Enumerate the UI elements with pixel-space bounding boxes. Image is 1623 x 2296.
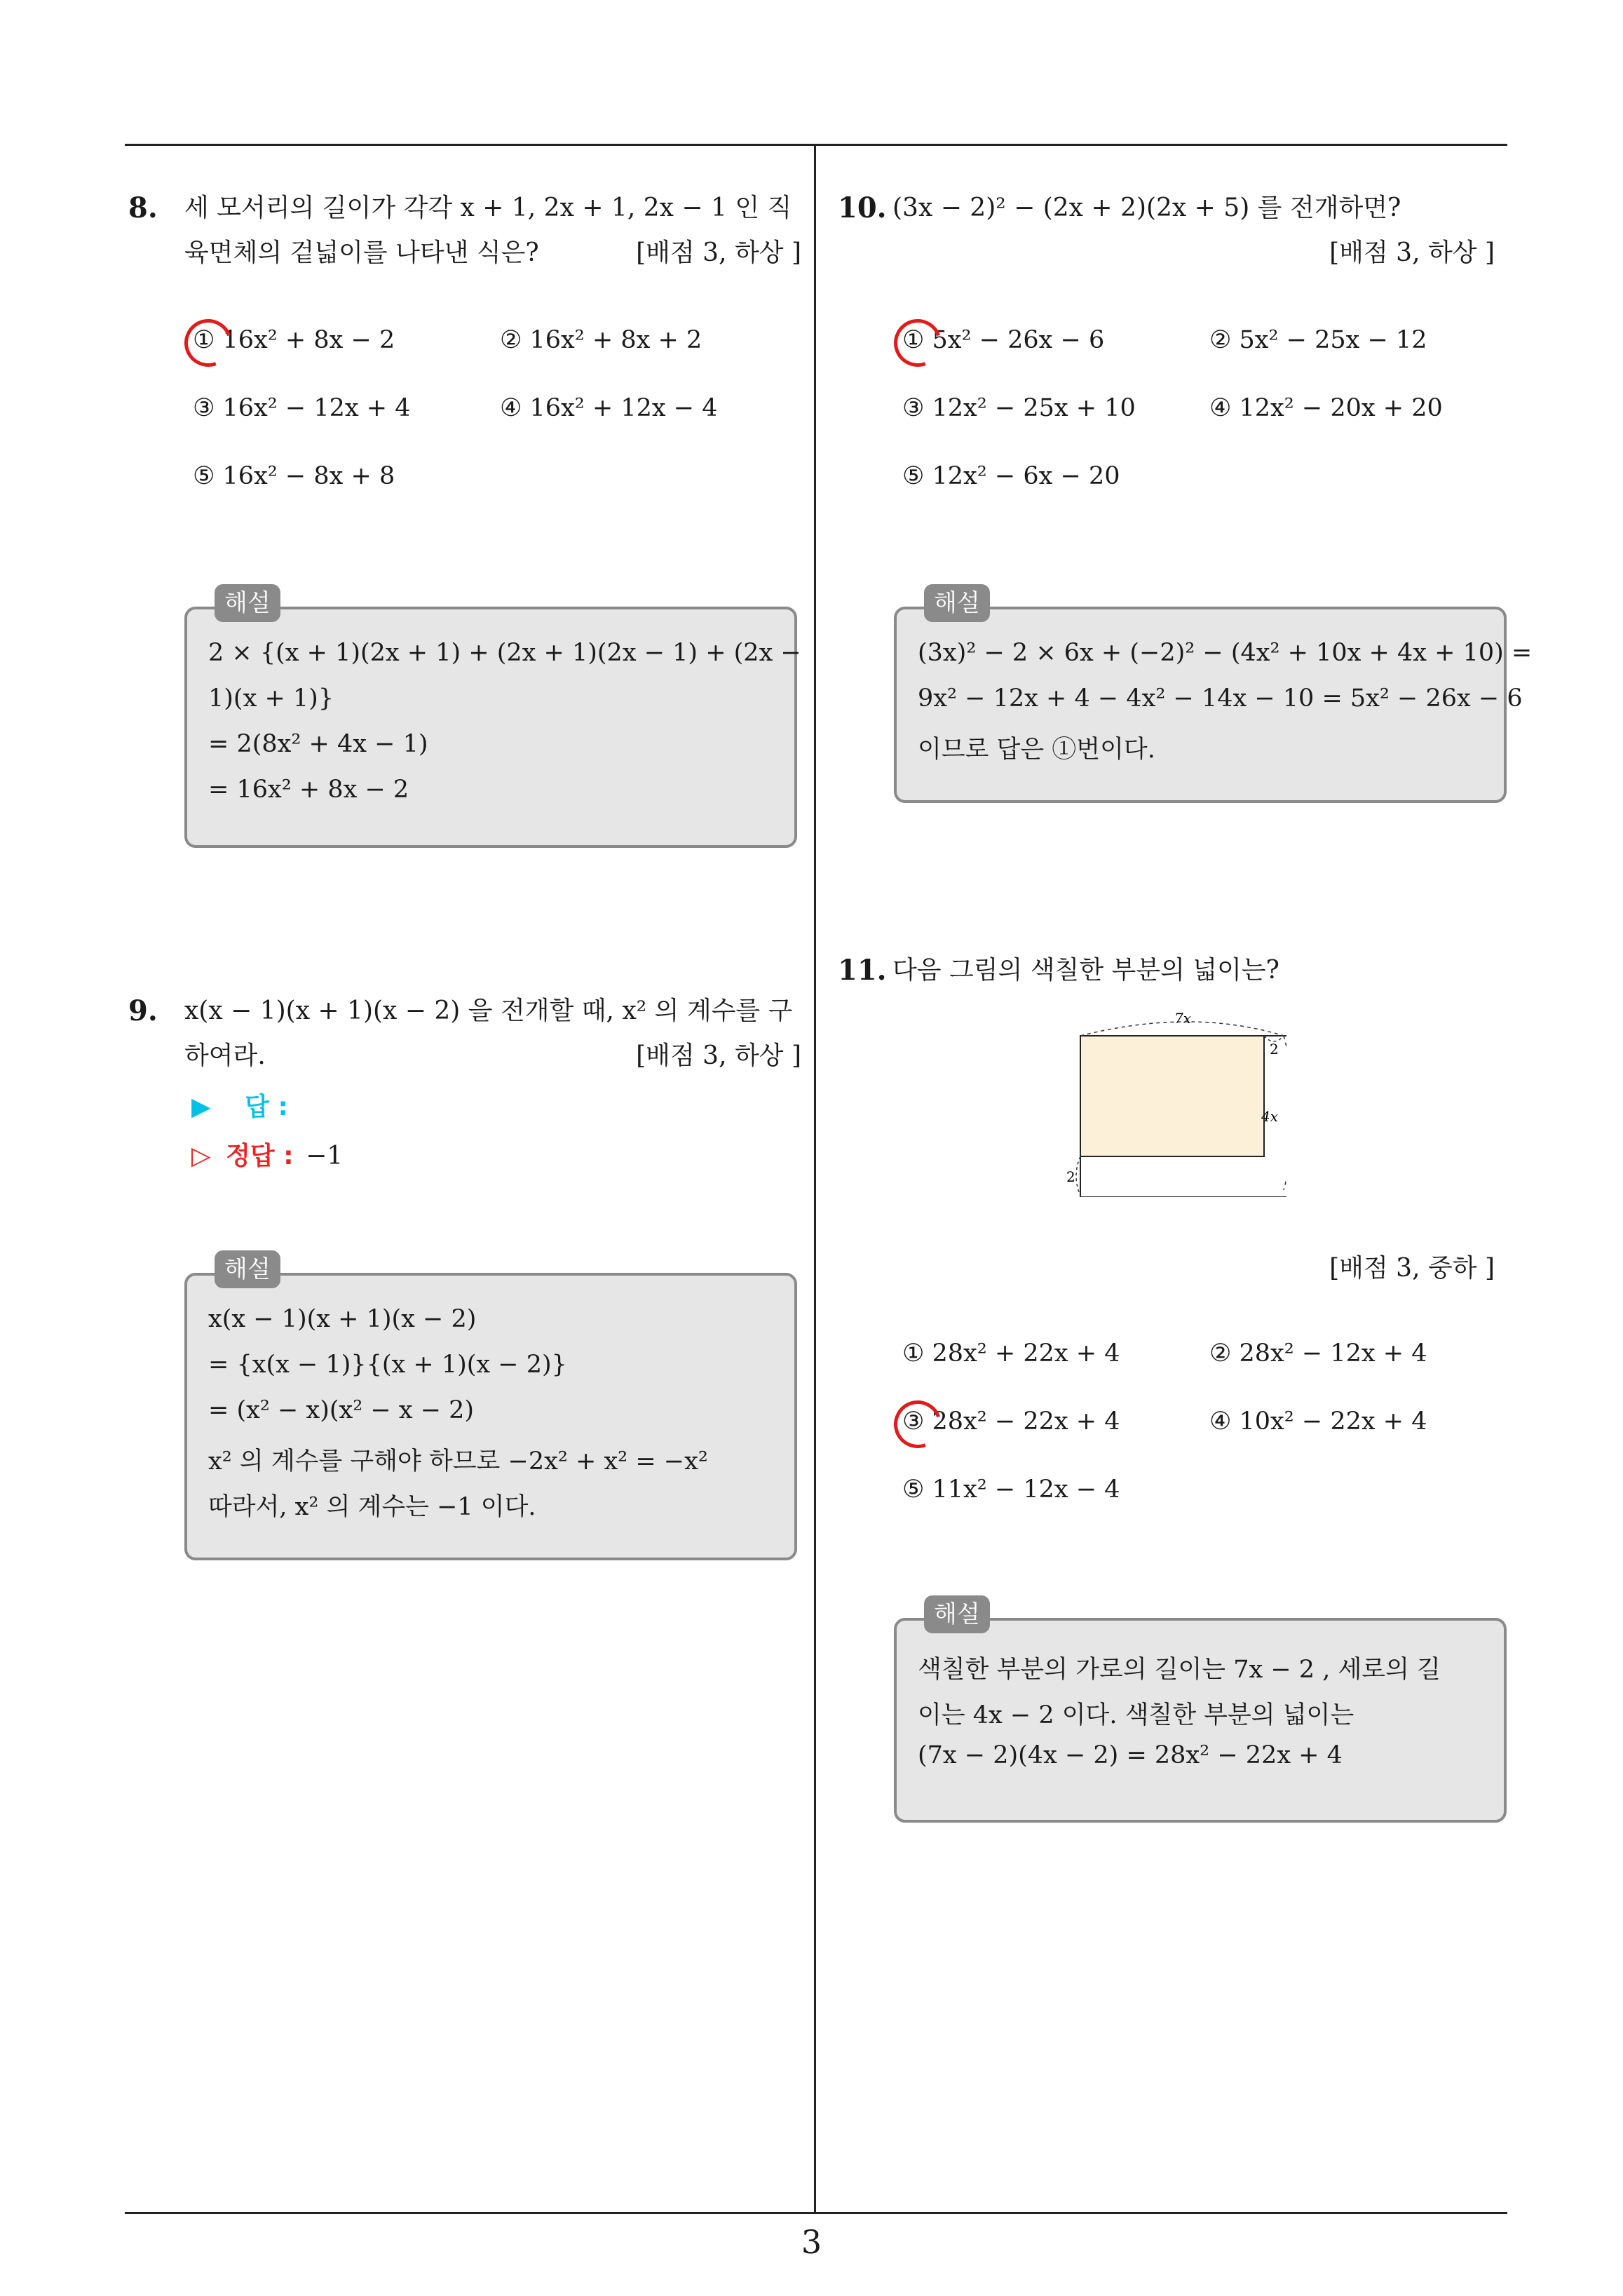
solution-box [184, 1273, 797, 1560]
choice-1[interactable]: ① 28x² + 22x + 4 [902, 1339, 1120, 1368]
question-line-1: 다음 그림의 색칠한 부분의 넓이는? [892, 956, 1279, 985]
choice-2[interactable]: ② 5x² − 25x − 12 [1209, 326, 1427, 354]
problem-number: 8. [128, 191, 158, 224]
problem-number: 9. [128, 994, 158, 1027]
solution-line: 이는 4x − 2 이다. 색칠한 부분의 넓이는 [918, 1701, 1354, 1729]
points-label: [배점 3, 하상 ] [636, 1041, 801, 1070]
solution-line: x(x − 1)(x + 1)(x − 2) [208, 1305, 477, 1333]
answer-label: 답 : [245, 1093, 288, 1121]
choice-3[interactable]: ③ 16x² − 12x + 4 [193, 394, 411, 422]
choice-4[interactable]: ④ 10x² − 22x + 4 [1209, 1407, 1427, 1436]
solution-line: = 2(8x² + 4x − 1) [208, 730, 428, 758]
question-line-2: 하여라. [184, 1041, 266, 1070]
solution-line: 따라서, x² 의 계수는 −1 이다. [208, 1493, 536, 1521]
choice-5[interactable]: ⑤ 11x² − 12x − 4 [902, 1475, 1120, 1504]
solution-box [894, 607, 1533, 803]
choice-3[interactable]: ③ 12x² − 25x + 10 [902, 394, 1136, 422]
question-line-1: x(x − 1)(x + 1)(x − 2) 을 전개할 때, x² 의 계수를 구 [184, 997, 793, 1025]
problem-number: 11. [838, 954, 887, 987]
bottom-rule [125, 2212, 1507, 2214]
solution-line: x² 의 계수를 구해야 하므로 −2x² + x² = −x² [208, 1447, 708, 1475]
play-icon: ▶ [191, 1093, 211, 1121]
solution-tab: 해설 [215, 584, 280, 622]
solution-line: 1)(x + 1)} [208, 684, 334, 713]
column-divider [814, 144, 816, 2213]
choice-4[interactable]: ④ 12x² − 20x + 20 [1209, 394, 1443, 422]
solution-line: (7x − 2)(4x − 2) = 28x² − 22x + 4 [918, 1741, 1343, 1769]
problem-8 [128, 186, 801, 859]
solution-box [894, 1618, 1507, 1823]
page-number: 3 [801, 2223, 822, 2261]
solution-line: = 16x² + 8x − 2 [208, 776, 409, 804]
label-right-small: 2 [1270, 1041, 1279, 1058]
question-line-2: 육면체의 겉넓이를 나타낸 식은? [184, 238, 539, 267]
shaded-region [1080, 1036, 1264, 1156]
problem-10 [838, 186, 1533, 817]
solution-tab: 해설 [924, 1595, 990, 1633]
problem-number: 10. [838, 191, 887, 224]
answer-circle-mark [886, 311, 949, 374]
solution-tab: 해설 [924, 584, 990, 622]
correct-value: −1 [306, 1142, 344, 1170]
choice-2[interactable]: ② 16x² + 8x + 2 [500, 326, 702, 354]
label-right: 4x [1261, 1108, 1279, 1125]
choice-3[interactable]: ③ 28x² − 22x + 4 [902, 1407, 1120, 1436]
solution-line: 9x² − 12x + 4 − 4x² − 14x − 10 = 5x² − 26x − 6 [918, 684, 1523, 713]
play-outline-icon: ▷ [191, 1142, 211, 1170]
answer-row[interactable] [191, 1087, 288, 1123]
question-line-1: (3x − 2)² − (2x + 2)(2x + 5) 를 전개하면? [892, 194, 1401, 222]
problem-9 [128, 989, 801, 1578]
shaded-rectangle-figure [1055, 1008, 1286, 1197]
question-line-1: 세 모서리의 길이가 각각 x + 1, 2x + 1, 2x − 1 인 직 [184, 194, 792, 222]
points-label: [배점 3, 하상 ] [1329, 238, 1495, 267]
choice-5[interactable]: ⑤ 16x² − 8x + 8 [193, 462, 395, 490]
solution-line: = (x² − x)(x² − x − 2) [208, 1396, 475, 1424]
points-label: [배점 3, 하상 ] [636, 238, 801, 267]
answer-circle-mark [886, 1393, 949, 1456]
right-dimension-arc [1284, 1036, 1286, 1190]
solution-line: (3x)² − 2 × 6x + (−2)² − (4x² + 10x + 4x + 10) = [918, 639, 1533, 667]
solution-line: = {x(x − 1)}{(x + 1)(x − 2)} [208, 1351, 567, 1379]
choice-5[interactable]: ⑤ 12x² − 6x − 20 [902, 462, 1120, 490]
choice-4[interactable]: ④ 16x² + 12x − 4 [500, 394, 718, 422]
label-left-small: 2 [1066, 1168, 1075, 1185]
solution-line: 색칠한 부분의 가로의 길이는 7x − 2 , 세로의 길 [918, 1656, 1441, 1684]
choice-2[interactable]: ② 28x² − 12x + 4 [1209, 1339, 1427, 1368]
correct-answer-row [191, 1136, 343, 1172]
solution-box [184, 607, 801, 848]
top-rule [125, 144, 1507, 146]
solution-tab: 해설 [215, 1250, 280, 1288]
label-top: 7x [1174, 1010, 1192, 1027]
problem-11 [838, 948, 1511, 1832]
answer-circle-mark [177, 311, 240, 374]
choice-1[interactable]: ① 5x² − 26x − 6 [902, 326, 1105, 354]
solution-line: 이므로 답은 ①번이다. [918, 736, 1155, 764]
points-label: [배점 3, 중하 ] [1329, 1254, 1495, 1283]
correct-label: 정답 : [226, 1142, 294, 1170]
choice-1[interactable]: ① 16x² + 8x − 2 [193, 326, 395, 354]
solution-line: 2 × {(x + 1)(2x + 1) + (2x + 1)(2x − 1) + (2x − [208, 639, 801, 667]
